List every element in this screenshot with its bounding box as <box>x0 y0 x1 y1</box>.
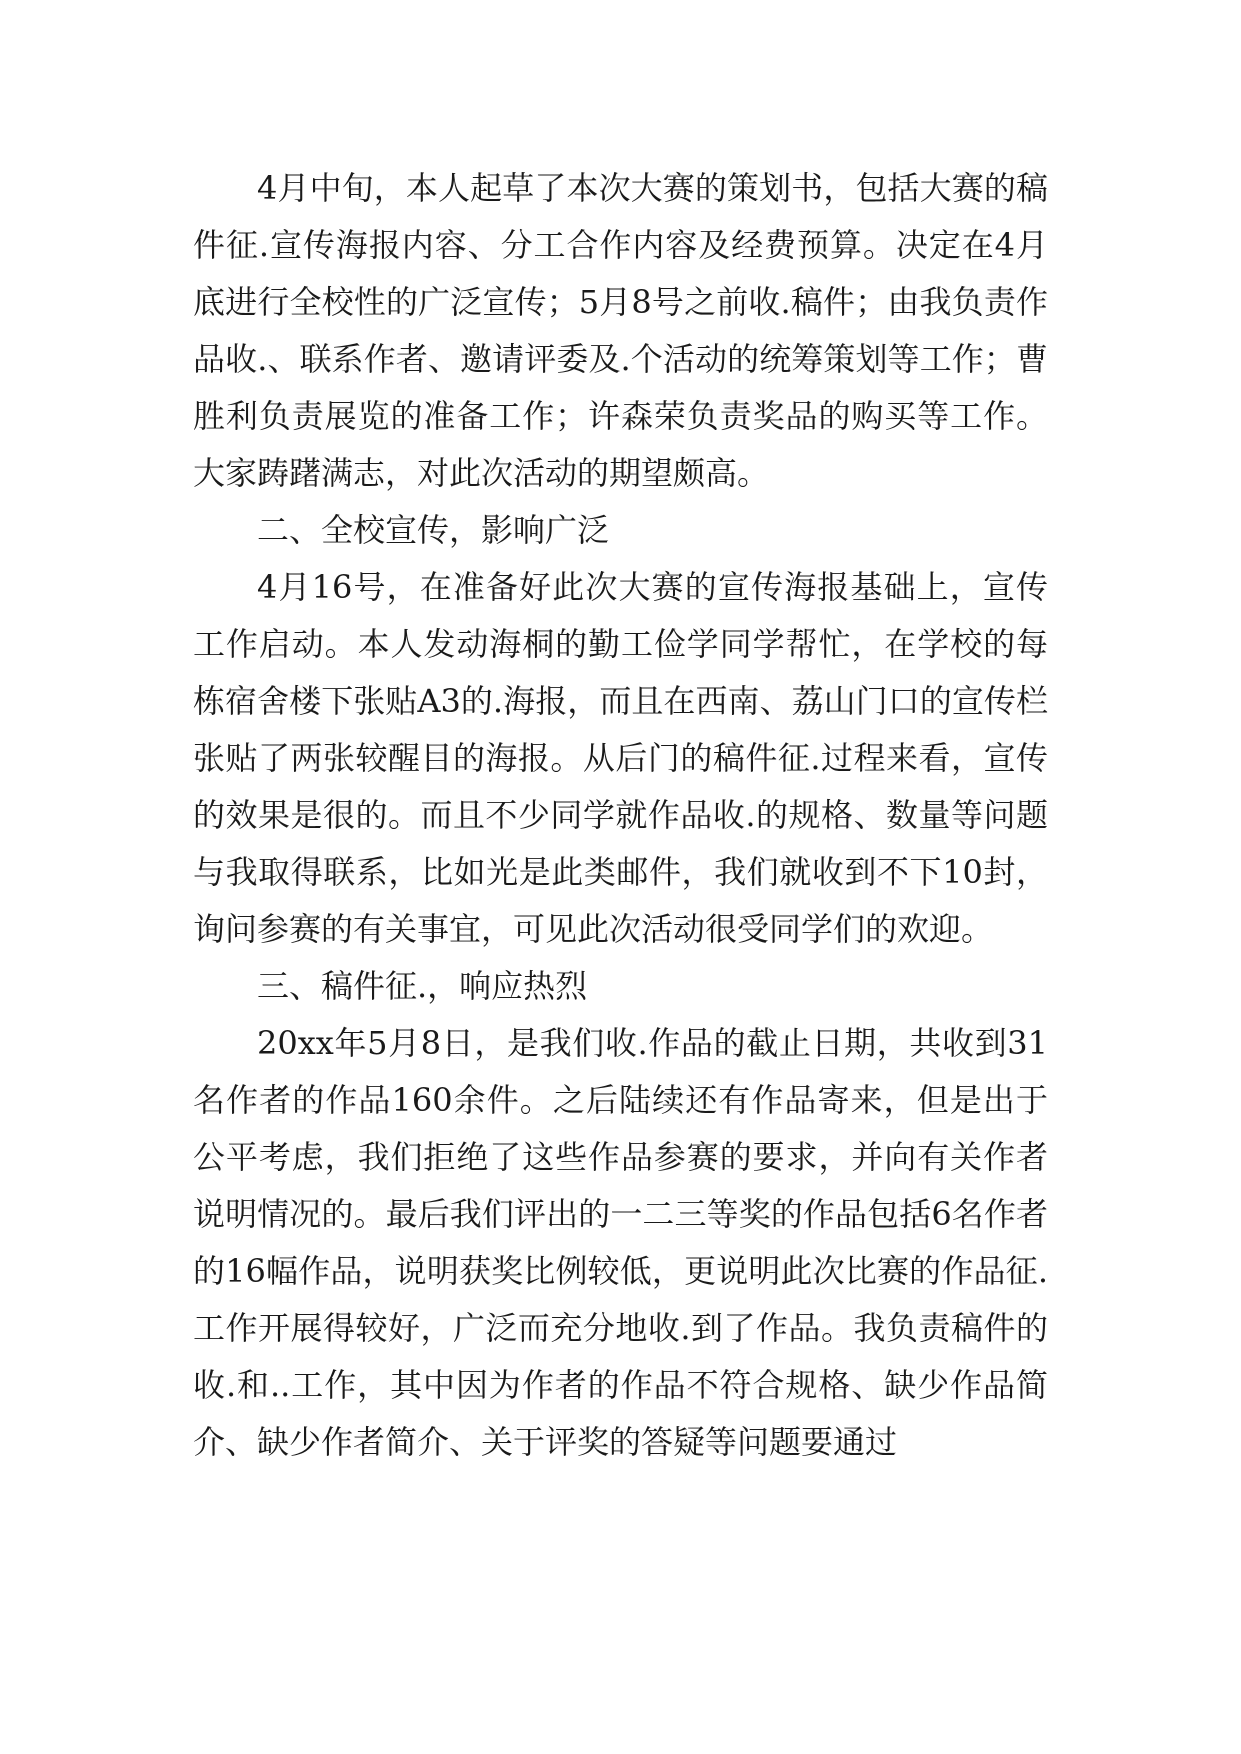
paragraph-publicity: 4月16号，在准备好此次大赛的宣传海报基础上，宣传工作启动。本人发动海桐的勤工俭学同学帮忙，在学校的每栋宿舍楼下张贴A3的.海报，而且在西南、荔山门口的宣传栏张贴了两张较醒目的海报。从后门的稿件征.过程来看，宣传的效果是很的。而且不少同学就作品收.的规格、数量等问题与我取得联系，比如光是此类邮件，我们就收到不下10封，询问参赛的有关事宜，可见此次活动很受同学们的欢迎。 <box>193 568 1048 948</box>
paragraph-planning: 4月中旬，本人起草了本次大赛的策划书，包括大赛的稿件征.宣传海报内容、分工合作内容及经费预算。决定在4月底进行全校性的广泛宣传；5月8号之前收.稿件；由我负责作品收.、联系作者、邀请评委及.个活动的统筹策划等工作；曹胜利负责展览的准备工作；许森荣负责奖品的购买等工作。大家踌躇满志，对此次活动的期望颇高。 <box>193 169 1048 492</box>
section-heading-publicity: 二、全校宣传，影响广泛 <box>257 511 610 549</box>
paragraph-submissions: 20xx年5月8日，是我们收.作品的截止日期，共收到31名作者的作品160余件。之后陆续还有作品寄来，但是出于公平考虑，我们拒绝了这些作品参赛的要求，并向有关作者说明情况的。最后我们评出的一二三等奖的作品包括6名作者的16幅作品，说明获奖比例较低，更说明此次比赛的作品征.工作开展得较好，广泛而充分地收.到了作品。我负责稿件的收.和..工作，其中因为作者的作品不符合规格、缺少作品简介、缺少作者简介、关于评奖的答疑等问题要通过 <box>193 1024 1048 1461</box>
document-body <box>193 160 1048 1471</box>
section-heading-submissions: 三、稿件征.，响应热烈 <box>257 967 588 1005</box>
